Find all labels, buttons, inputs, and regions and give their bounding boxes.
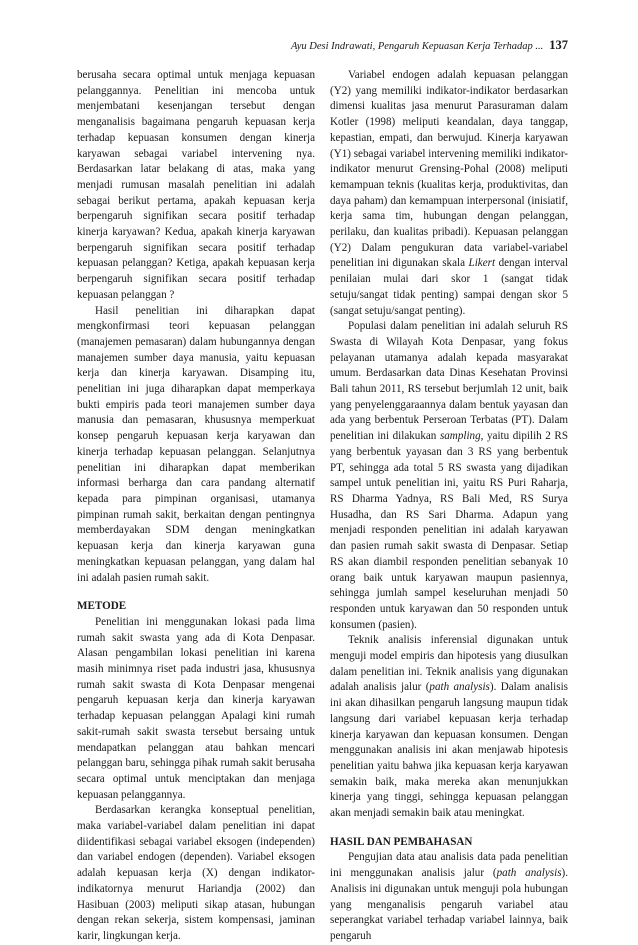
right-paragraph-4 (330, 850, 568, 944)
right-paragraph-2 (330, 319, 568, 633)
section-heading-metode: METODE (77, 600, 127, 613)
term-path-analysis: path analysis (429, 681, 490, 694)
section-heading-hasil: HASIL DAN PEMBAHASAN (330, 835, 473, 848)
right-column (330, 68, 568, 945)
right-paragraph-3-text-b: ). Dalam analisis ini akan dihasilkan pengaruh langsung maupun tidak langsung dari variabel kepuasan kerja terhadap kinerja karyawan dan kepuasan konsumen. Dengan menggunakan analisis ini akan menjawab hipotesis penelitian yaitu bahwa jika kepuasan kerja karyawan semakin baik, maka mereka akan menunjukkan kinerja yang tinggi, sehingga kepuasan pelanggan akan menjadi semakin baik atau meningkat. (330, 681, 568, 820)
right-paragraph-3-text-a: Teknik analisis inferensial digunakan untuk menguji model empiris dan hipotesis yang diusulkan dalam penelitian ini. Teknik analisis yang digunakan adalah analisis jalur ( (330, 634, 568, 694)
page-number: 137 (549, 38, 568, 52)
running-header (291, 38, 568, 53)
right-paragraph-4-text-b: ). Analisis ini digunakan untuk menguji pola hubungan yang menganalisis pengaruh variabel atau seperangkat variabel terhadap variabel lainnya, baik pengaruh (330, 867, 568, 942)
left-paragraph-3: Penelitian ini menggunakan lokasi pada lima rumah sakit swasta yang ada di Kota Denpasar. Alasan pengambilan lokasi penelitian ini karena masih minimnya riset pada industri jasa, khususnya rumah sakit swasta di Kota Denpasar mengenai pengaruh kepuasan kerja dan kinerja karyawan terhadap kepuasan pelanggan Apalagi kini rumah sakit-rumah sakit swasta tersebut bersaing untuk mendapatkan pelanggan atau bahkan mencari pelanggan baru, sehingga pihak rumah sakit berusaha secara optimal untuk menciptakan dan menjaga kepuasan pelanggannya. (77, 615, 315, 801)
right-paragraph-3 (330, 633, 568, 821)
running-title: Ayu Desi Indrawati, Pengaruh Kepuasan Kerja Terhadap ... (290, 41, 544, 52)
right-paragraph-1-text: Variabel endogen adalah kepuasan pelanggan (Y2) yang memiliki indikator-indikator berdasarkan dimensi kualitas jasa menurut Parasuraman dalam Kotler (1998) meliputi keandalan, daya tanggap, kepastian, empati, dan berwujud. Kinerja karyawan (Y1) sebagai variabel intervening memiliki indikator-indikator menurut Grensing-Pohal (2008) meliputi kemampuan teknis (kualitas kerja, produktivitas, dan daya paham) dan kemampuan interpersonal (inisiatif, kerja sama tim, hubungan dengan pelanggan, perilaku, dan kualitas pribadi). Kepuasan pelanggan (Y2) Dalam pengukuran data variabel-variabel penelitian ini digunakan skala (330, 69, 568, 270)
left-column (77, 68, 315, 945)
right-paragraph-1 (330, 68, 568, 319)
right-paragraph-2-text-b: , yaitu dipilih 2 RS yang berbentuk yayasan dan 3 RS yang berbentuk PT, sehingga ada total 5 RS swasta yang dijadikan sampel untuk penelitian ini, yaitu RS Puri Raharja, RS Dharma Yadnya, RS Bali Med, RS Surya Husadha, dan RS Sari Dharma. Adapun yang menjadi responden penelitian ini adalah karyawan dan pasien rumah sakit swasta di Denpasar. Setiap RS akan diambil responden penelitian sebanyak 10 orang baik untuk karyawan maupun pasiennya, sehingga jumlah sampel keseluruhan menjadi 50 responden untuk karyawan dan 50 responden untuk konsumen (pasien). (330, 430, 568, 631)
right-paragraph-2-text-a: Populasi dalam penelitian ini adalah seluruh RS Swasta di Wilayah Kota Denpasar, yang fokus pelayanan utamanya adalah kepada masyarakat umum. Berdasarkan data Dinas Kesehatan Provinsi Bali tahun 2011, RS tersebut berjumlah 12 unit, baik yang penyelenggaraannya dalam bentuk yayasan dan ada yang berbentuk Perseroan Terbatas (PT). Dalam penelitian ini dilakukan (330, 320, 568, 443)
left-paragraph-1: berusaha secara optimal untuk menjaga kepuasan pelanggannya. Penelitian ini mencoba untuk menjembatani kesenjangan tersebut dengan menganalisis bagaimana pengaruh kepuasan kerja terhadap kepuasan konsumen dengan kinerja karyawan sebagai variabel intervening nya. Berdasarkan latar belakang di atas, maka yang menjadi rumusan masalah penelitian ini adalah sebagai berikut pertama, apakah kepuasan kerja berpengaruh signifikan secara positif terhadap kinerja karyawan? Kedua, apakah kinerja karyawan berpengaruh signifikan secara positif terhadap kepuasan pelanggan? Ketiga, apakah kepuasan kerja berpengaruh signifikan secara positif terhadap kepuasan pelanggan ? (77, 69, 315, 301)
left-paragraph-4: Berdasarkan kerangka konseptual penelitian, maka variabel-variabel dalam penelitian ini dapat diidentifikasi sebagai variabel eksogen (independen) dan variabel endogen (dependen). Variabel eksogen adalah kepuasan kerja (X) dengan indikator-indikatornya menurut Hariandja (2002) dan Hasibuan (2003) meliputi sikap atasan, hubungan dengan rekan sekerja, sistem kompensasi, jaminan karir, lingkungan kerja. (77, 804, 315, 942)
term-sampling: sampling (439, 430, 481, 443)
term-path-analysis-2: path analysis (496, 867, 562, 880)
left-paragraph-2: Hasil penelitian ini diharapkan dapat mengkonfirmasi teori kepuasan pelanggan (manajemen pemasaran) dalam hubungannya dengan manajemen sumber daya manusia, yaitu kepuasan kerja dan kinerja karyawan. Disamping itu, penelitian ini juga diharapkan dapat memperkaya bukti empiris pada teori manajemen sumber daya manusia dan pemasaran, khususnya memperkuat konsep pengaruh kepuasan kerja karyawan dan kinerja terhadap kepuasan pelanggan. Selanjutnya penelitian ini diharapkan dapat memberikan informasi berharga dan cara pandang alternatif kepada para pimpinan organisasi, utamanya pimpinan rumah sakit, berkaitan dengan pentingnya memberdayakan SDM dengan meningkatkan kepuasan kerja dan kinerja karyawan guna meningkatkan kepuasan pelanggan, yang dalam hal ini adalah pasien rumah sakit. (77, 304, 315, 584)
right-paragraph-1-tail: dengan interval penilaian mulai dari skor 1 (sangat tidak setuju/sangat tidak penting) sampai dengan skor 5 (sangat setuju/sangat penting). (330, 257, 569, 317)
right-paragraph-4-text-a: Pengujian data atau analisis data pada penelitian ini menggunakan analisis jalur ( (330, 851, 568, 880)
term-likert: Likert (468, 257, 496, 270)
